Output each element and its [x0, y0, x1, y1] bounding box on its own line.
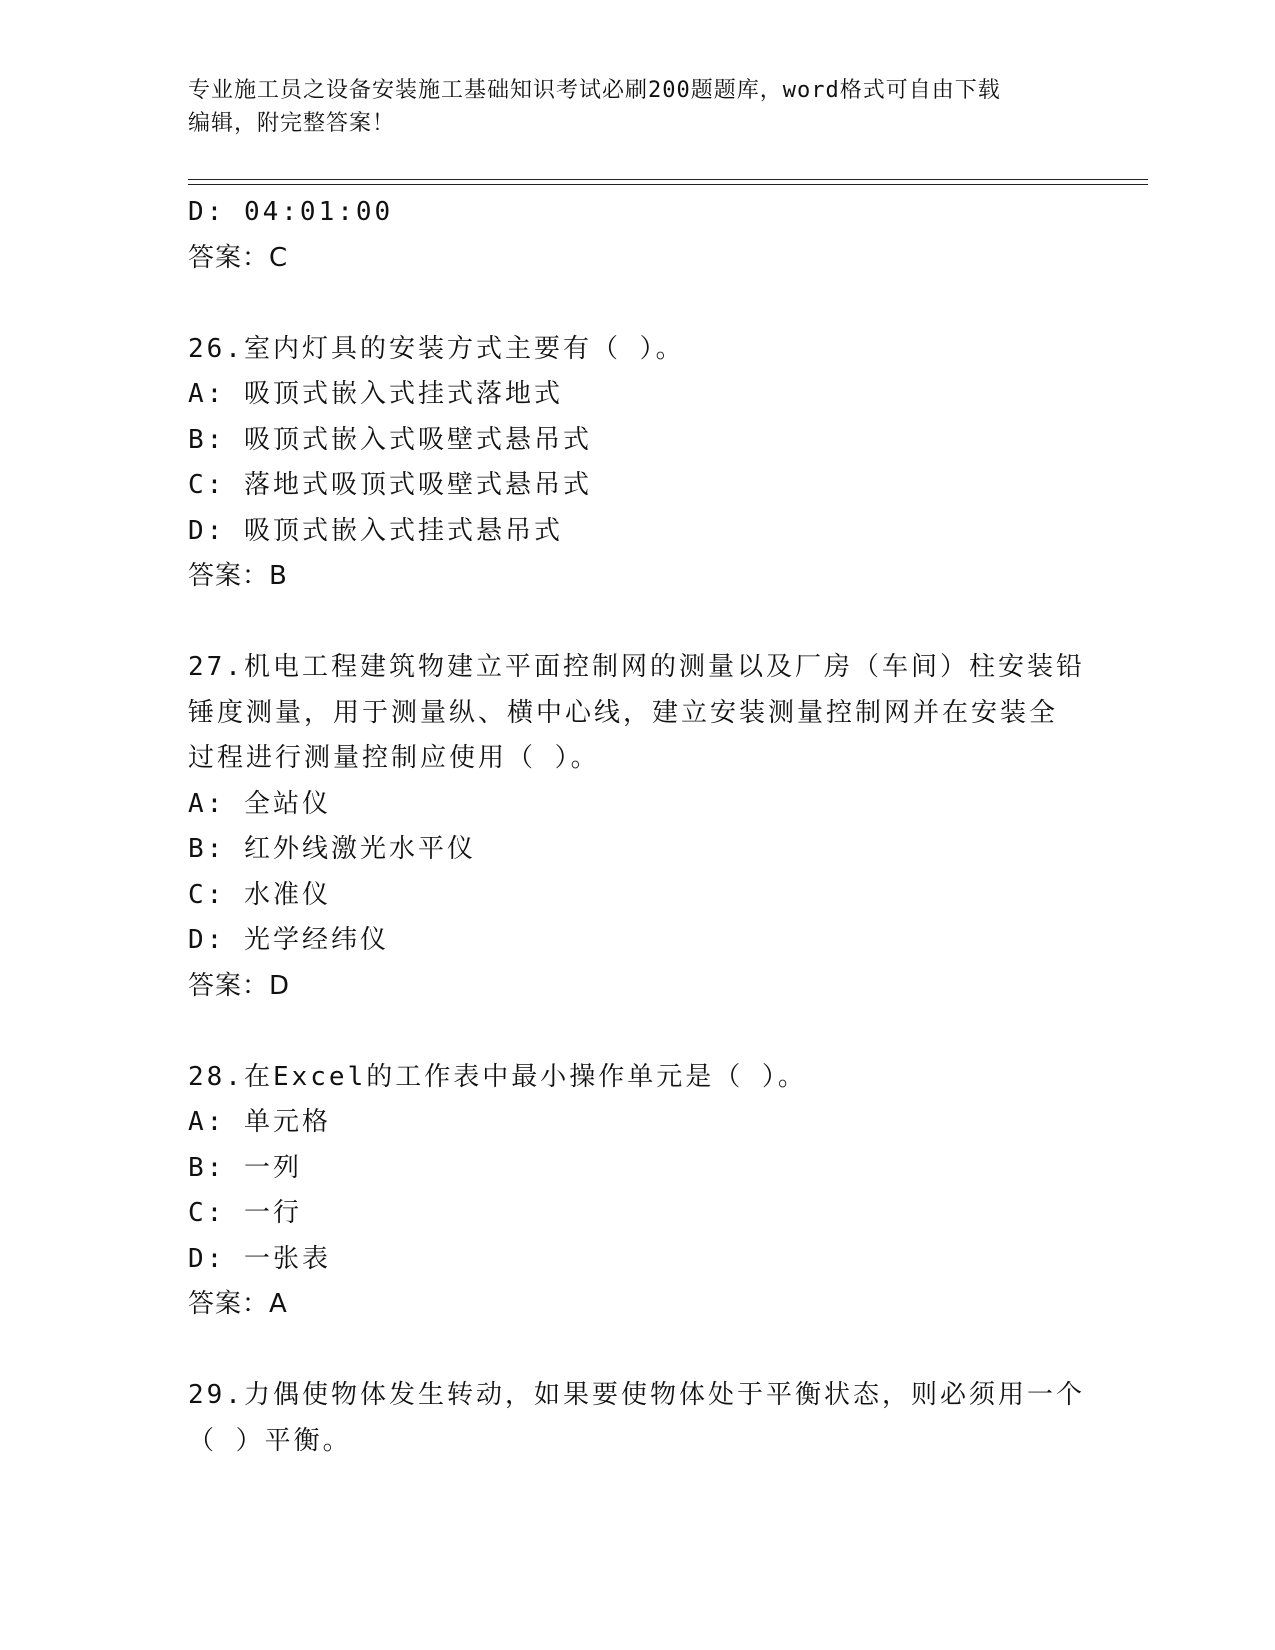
- option-d: D: 光学经纬仪: [188, 925, 389, 955]
- answer: 答案：D: [188, 970, 291, 1001]
- question-stem-line-2: （ ）平衡。: [188, 1425, 352, 1456]
- option-a: A: 吸顶式嵌入式挂式落地式: [188, 379, 563, 409]
- answer: 答案：A: [188, 1289, 288, 1319]
- question-stem-line-2: 锤度测量，用于测量纵、横中心线，建立安装测量控制网并在安装全: [188, 697, 1059, 728]
- header-rule-bottom: [188, 184, 1148, 185]
- answer: 答案：B: [188, 561, 288, 591]
- spacer: [188, 281, 1088, 327]
- option-b: B: 红外线激光水平仪: [188, 834, 476, 864]
- spacer: [188, 1328, 1088, 1374]
- spacer: [188, 600, 1088, 646]
- option-c: C: 水准仪: [188, 879, 331, 910]
- question-28: [188, 1055, 1088, 1328]
- option-d: D: 04:01:00: [188, 197, 394, 227]
- question-stem: 28.在Excel的工作表中最小操作单元是（ ）。: [188, 1061, 807, 1092]
- option-a: A: 单元格: [188, 1107, 331, 1137]
- header-title-line-2: 编辑，附完整答案！: [188, 111, 396, 136]
- option-d: D: 吸顶式嵌入式挂式悬吊式: [188, 515, 563, 546]
- question-stem-line-1: 29.力偶使物体发生转动，如果要使物体处于平衡状态，则必须用一个: [188, 1380, 1085, 1410]
- answer: 答案：C: [188, 242, 289, 273]
- option-c: C: 落地式吸顶式吸壁式悬吊式: [188, 470, 592, 500]
- header-title-line-1: 专业施工员之设备安装施工基础知识考试必刷200题题库，word格式可自由下载: [188, 78, 1001, 103]
- spacer: [188, 1009, 1088, 1055]
- question-stem-line-1: 27.机电工程建筑物建立平面控制网的测量以及厂房（车间）柱安装铅: [188, 652, 1085, 682]
- header-rule-top: [188, 179, 1148, 180]
- question-29: [188, 1373, 1088, 1464]
- question-stem-line-3: 过程进行测量控制应使用（ ）。: [188, 743, 600, 773]
- document-header: [188, 74, 1088, 140]
- question-25-tail: [188, 190, 1088, 281]
- question-27: [188, 645, 1088, 1009]
- option-b: B: 吸顶式嵌入式吸壁式悬吊式: [188, 424, 592, 455]
- option-b: B: 一列: [188, 1152, 302, 1183]
- option-c: C: 一行: [188, 1198, 302, 1228]
- question-26: [188, 327, 1088, 600]
- question-stem: 26.室内灯具的安装方式主要有（ ）。: [188, 333, 685, 364]
- option-a: A: 全站仪: [188, 788, 331, 819]
- question-list: [188, 190, 1088, 1464]
- option-d: D: 一张表: [188, 1243, 331, 1274]
